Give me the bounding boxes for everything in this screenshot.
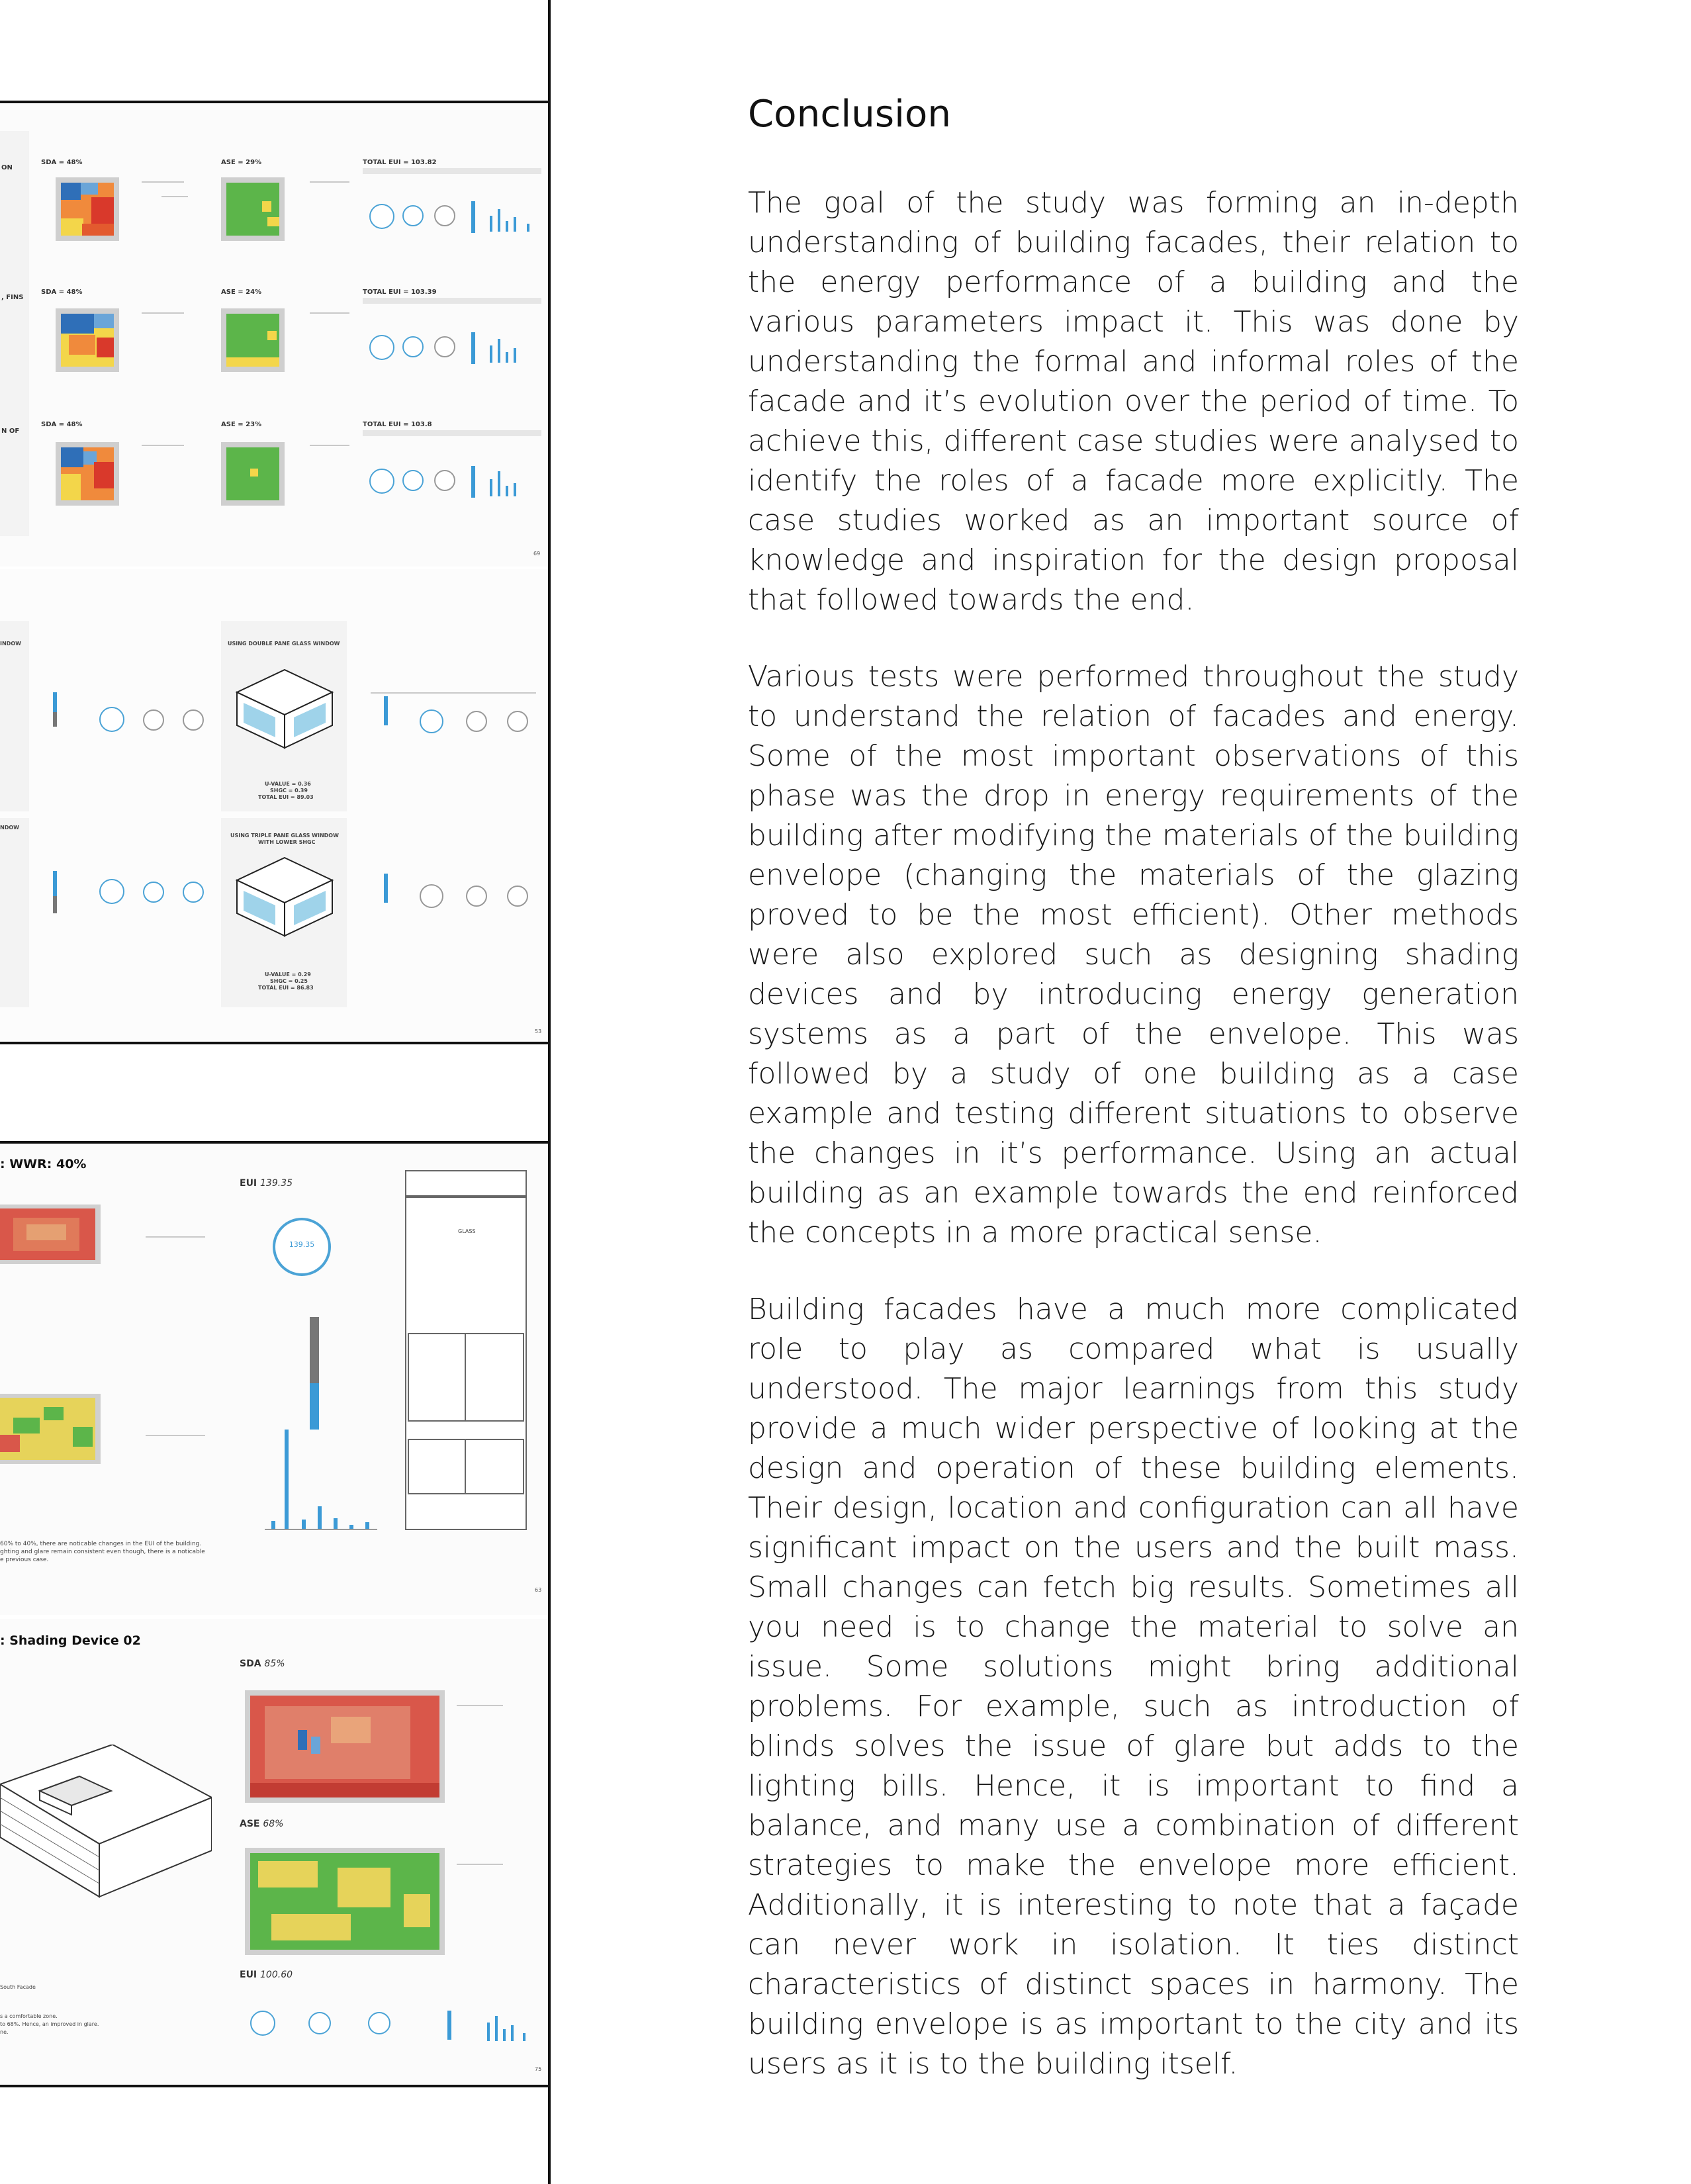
sheet1-row3-eui: TOTAL EUI = 103.8 [363,421,432,428]
sheet1-row3-mini-bar [514,483,516,496]
sheet1-row2-circle2 [402,336,424,357]
conclusion-paragraph-2: Various tests were performed throughout the study to understand the relation of facades and energy. Some of the most important observations of this phase was the drop in energy requirements of the building after modifying the materials of the building envelope (changing the materials of the glazing proved to be the most efficient). Other methods were also explored such as designing shading devices and by introducing energy generation systems as a part of the envelope. This was followed by a study of one building as a case example and testing different situations to observe the changes in it’s performance. Using an actual building as an example towards the end reinforced the concepts in a more practical sense. [748,660,1519,1250]
sheet1-page-number: 69 [533,551,541,557]
sheet-analysis-grid [0,103,548,567]
sheet1-row3-ase-legend [310,445,349,446]
sheet3-facade-panel [408,1439,466,1494]
sheet1-row1-mini-bar [514,217,516,232]
sheet2-top-left-circle [99,707,124,732]
sheet1-row1-sda-heatmap [56,177,119,241]
sheet3-ase-heatmap [0,1394,101,1464]
sheet4-mini-bar [487,2023,490,2041]
sheet2-bottom-right-circle2 [466,886,487,907]
sheet1-row3-mini-bar [498,471,500,496]
sheet4-building-iso [0,1745,212,1917]
sheet1-row3-mini-bar [506,486,508,496]
sheet2-bottom-right-bar [384,874,388,903]
sheet1-row2-stack-bar [471,332,475,364]
sheet1-row1-eui: TOTAL EUI = 103.82 [363,159,437,166]
sheet1-row1-sda: SDA = 48% [41,159,83,166]
sheet3-mini-bar [302,1520,306,1529]
sheet1-row2-sda: SDA = 48% [41,289,83,296]
sheet3-mini-bar [318,1506,322,1529]
sheet2-bottom-building-iso [233,854,336,940]
sheet1-row2-eui-circle [369,335,394,360]
sheet3-sda-heatmap [0,1205,101,1264]
sheet1-row2-ase-legend [310,312,349,314]
sheet2-top-right-bar [384,696,388,725]
sheet2-top-uvalue: U-VALUE = 0.36 [265,781,311,787]
sheet3-facade-panel [408,1333,466,1422]
sheet2-page-number: 53 [535,1028,542,1034]
sheet4-ase-label: ASE 68% [240,1819,284,1829]
sheet1-row1-mini-bar [498,209,500,232]
sheet2-bottom-right-circle3 [507,886,528,907]
sheet-border-bottom-2 [0,1042,549,1044]
page-divider-vertical [548,0,551,2184]
sheet2-bottom-left-circle [99,879,124,904]
sheet1-row1-left-label: ON [1,164,13,171]
sheet3-mini-bar [285,1430,289,1529]
sheet1-row1-legend-line [142,181,184,183]
sheet4-mini-bar [523,2033,526,2041]
sheet-wwr-40 [0,1144,548,1615]
sheet1-row3-eui-strip [363,430,541,436]
conclusion-paragraph-3: Building facades have a much more complicated role to play as compared what is usually understood. The major learnings from this study provide a much wider perspective of looking at the design and operation of these building elements. Their design, location and configuration can all have significant impact on the users and the built mass. Small changes can fetch big results. Sometimes all you need is to change the material to solve an issue. Some solutions might bring additional problems. For example, such as introduction of blinds solves the issue of glare but adds to the lighting bills. Hence, it is important to find a balance, and many use a combination of different strategies to make the envelope more efficient. Additionally, it is interesting to note that a façade can never work in isolation. It ties distinct characteristics of distinct spaces in harmony. The building envelope is as important to the city and its users as it is to the building itself. [748,1293,1519,2081]
sheet4-eui-circle3 [368,2012,390,2034]
sheet2-top-eui: TOTAL EUI = 89.03 [258,794,314,800]
sheet4-mini-bar [511,2025,514,2041]
sheet2-top-shgc: SHGC = 0.39 [270,788,308,794]
sheet1-row2-sda-heatmap [56,308,119,372]
sheet1-row1-mini-bar [490,216,492,232]
sheet2-panel-triple-pane [221,818,347,1007]
sheet-border-bottom-4 [0,2085,549,2087]
sheet1-row3-stack-bar [471,466,475,498]
sheet1-row2-mini-bar [506,352,508,363]
sheet3-eui-label: EUI 139.35 [240,1178,293,1189]
sheet1-row3-legend-line [142,445,184,446]
sheet1-row3-ase-heatmap [221,442,285,506]
sheet2-top-right-circle2 [466,711,487,732]
sheet4-note-2: to 68%. Hence, an improved in glare. [0,2021,99,2027]
sheet1-row2-legend-line [142,312,184,314]
sheet1-row2-eui: TOTAL EUI = 103.39 [363,289,437,296]
sheet4-note-3: ne. [0,2029,9,2035]
sheet3-facade-parapet [405,1170,527,1197]
sheet4-eui-circle [250,2011,275,2036]
sheet1-row1-legend-line2 [161,196,188,197]
sheet4-mini-bar [495,2016,498,2041]
sheet1-row1-mini-bar [527,224,529,232]
sheet4-eui-label: EUI 100.60 [240,1970,293,1980]
sheet2-bottom-uvalue: U-VALUE = 0.29 [265,972,311,978]
sheet3-facade-panel [465,1333,524,1422]
sheet4-note-1: s a comfortable zone. [0,2013,58,2019]
sheet1-row1-circle3 [434,205,455,226]
sheet1-row1-ase: ASE = 29% [221,159,262,166]
sheet1-row1-ase-legend [310,181,349,183]
sheet1-row3-circle2 [402,470,424,491]
sheet2-left-panel-top [0,621,29,811]
sheet1-row1-mini-bar [506,221,508,232]
sheet1-row2-mini-bar [498,339,500,363]
sheet3-facade-panel [465,1439,524,1494]
sheet2-top-right-circle [420,709,443,733]
sheet2-top-right-circle3 [507,711,528,732]
sheet-shading-device-02 [0,1619,548,2085]
sheet4-mini-bar [503,2029,506,2041]
sheet4-sda-legend [457,1705,503,1706]
sheet3-eui-circle [273,1218,331,1276]
sheet2-left-label-bottom: NDOW [0,825,19,831]
conclusion-heading: Conclusion [748,93,952,136]
sheet1-row2-left-label: , FINS [1,294,24,301]
sheet4-sda-heatmap [245,1690,445,1803]
sheet2-left-label-top: INDOW [0,641,21,647]
sheet2-bottom-left-circle3 [183,882,204,903]
sheet-glazing-comparison [0,569,548,1040]
sheet1-row1-stack-bar [471,201,475,233]
sheet3-stack-bar-blue [310,1383,319,1430]
sheet2-top-title: USING DOUBLE PANE GLASS WINDOW [228,641,340,647]
sheet3-note-3: e previous case. [0,1557,49,1563]
sheet1-row1-circle2 [402,205,424,226]
sheet2-top-right-line [371,692,536,694]
sheet2-top-left-circle3 [183,709,204,731]
conclusion-paragraph-1: The goal of the study was forming an in-depth understanding of building facades, their relation to the energy performance of a building and the various parameters impact it. This was done by understanding the formal and informal roles of the facade and it’s evolution over the period of time. To achieve this, different case studies were analysed to identify the roles of a facade more explicitly. The case studies worked as an important source of knowledge and inspiration for the design proposal that followed towards the end. [748,186,1519,617]
sheet4-ase-heatmap [245,1848,445,1955]
sheet4-page-number: 75 [535,2066,542,2072]
sheet2-top-left-bar [53,692,57,712]
sheet4-sda-label: SDA 85% [240,1659,285,1669]
sheet1-row3-ase: ASE = 23% [221,421,262,428]
sheet2-bottom-left-bar [53,871,57,896]
sheet2-bottom-shgc: SHGC = 0.25 [270,978,308,984]
sheet2-top-left-bar-grey [53,712,57,727]
sheet3-note-2: ghting and glare remain consistent even though, there is a noticable [0,1549,205,1555]
sheet4-facade-caption: South Facade [0,1984,36,1990]
sheet3-note-1: 60% to 40%, there are noticable changes in the EUI of the building. [0,1541,202,1547]
sheet2-panel-double-pane [221,621,347,811]
sheet4-ase-legend [457,1864,503,1865]
sheet1-row1-eui-strip [363,168,541,174]
sheet1-row3-left-label: N OF [1,428,20,435]
sheet4-title: : Shading Device 02 [0,1633,141,1648]
sheet2-left-panel-bottom [0,818,29,1007]
sheet3-mini-bar [271,1521,275,1529]
conclusion-section [748,93,1519,2121]
sheet2-bottom-left-circle2 [143,882,164,903]
sheet2-top-left-circle2 [143,709,164,731]
sheet3-chart-axis [265,1529,377,1530]
sheet1-row2-eui-strip [363,298,541,304]
sheet2-bottom-right-circle [420,884,443,908]
sheet1-row3-sda-heatmap [56,442,119,506]
sheet2-bottom-left-bar-grey [53,896,57,913]
sheet3-ase-legend [146,1435,205,1436]
sheet1-left-column [0,131,29,536]
sheet1-row2-ase-heatmap [221,308,285,372]
sheet3-stack-bar-grey [310,1317,319,1383]
sheet3-facade-label: GLASS [458,1228,476,1234]
sheet3-mini-bar [334,1518,338,1529]
sheet1-row3-sda: SDA = 48% [41,421,83,428]
sheet2-bottom-title-2: WITH LOWER SHGC [258,839,316,845]
sheet1-row2-mini-bar [514,348,516,363]
sheet3-page-number: 63 [535,1587,542,1593]
sheet1-row3-eui-circle [369,469,394,494]
sheet1-row2-circle3 [434,336,455,357]
sheet3-title: : WWR: 40% [0,1157,87,1171]
sheet1-row3-circle3 [434,470,455,491]
sheet1-row3-mini-bar [490,479,492,496]
sheet4-stack-bar [447,2011,451,2040]
sheet3-sda-legend [146,1236,205,1238]
sheet2-top-building-iso [233,666,336,752]
sheet3-mini-bar [365,1522,369,1529]
sheet2-bottom-eui: TOTAL EUI = 86.83 [258,985,314,991]
sheet4-eui-circle2 [308,2012,331,2034]
sheet1-row1-eui-circle [369,204,394,229]
sheet2-bottom-title-1: USING TRIPLE PANE GLASS WINDOW [230,833,339,839]
sheet3-eui-circle-value: 139.35 [289,1240,315,1249]
sheet1-row2-ase: ASE = 24% [221,289,262,296]
sheet1-row2-mini-bar [490,345,492,363]
sheet1-row1-ase-heatmap [221,177,285,241]
